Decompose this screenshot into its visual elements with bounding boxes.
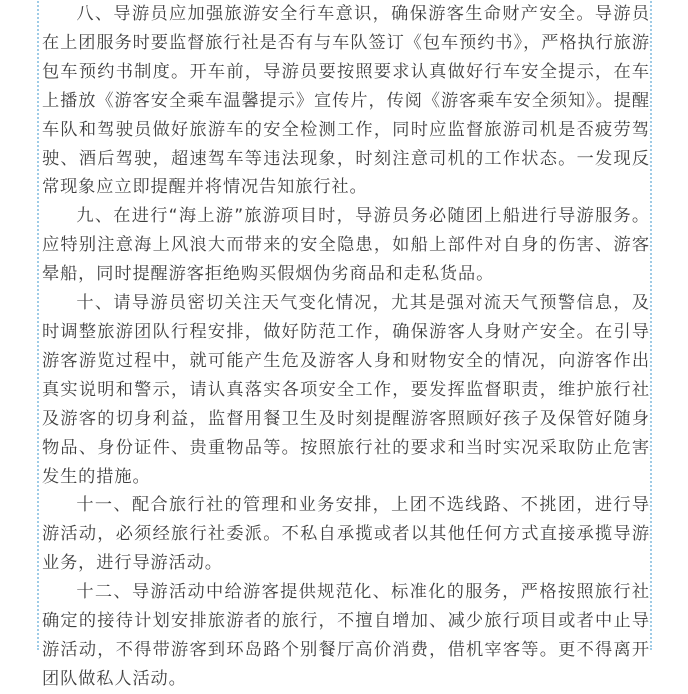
paragraph-11: 十一、配合旅行社的管理和业务安排，上团不选线路、不挑团，进行导游活动，必须经旅行社委派。不私自承揽或者以其他任何方式直接承揽导游业务，进行导游活动。 [42,495,650,574]
article-body [38,0,650,694]
paragraph-12: 十二、导游活动中给游客提供规范化、标准化的服务，严格按照旅行社确定的接待计划安排旅游者的旅行，不擅自增加、减少旅行项目或者中止导游活动，不得带游客到环岛路个别餐厅高价消费，借机宰客等。更不得离开团队做私人活动。 [42,582,650,689]
paragraph-8: 八、导游员应加强旅游安全行车意识，确保游客生命财产安全。导游员在上团服务时要监督旅行社是否有与车队签订《包车预约书》，严格执行旅游包车预约书制度。开车前，导游员要按照要求认真做好行车安全提示，在车上播放《游客安全乘车温馨提示》宣传片，传阅《游客乘车安全须知》。提醒车队和驾驶员做好旅游车的安全检测工作，同时应监督旅游司机是否疲劳驾驶、酒后驾驶，超速驾车等违法现象，时刻注意司机的工作状态。一发现反常现象应立即提醒并将情况告知旅行社。 [42,4,650,198]
dotted-border-right [650,0,652,650]
paragraph-9: 九、在进行“海上游”旅游项目时，导游员务必随团上船进行导游服务。应特别注意海上风浪大而带来的安全隐患，如船上部件对自身的伤害、游客晕船，同时提醒游客拒绝购买假烟伪劣商品和走私货品。 [42,206,650,285]
paragraph-10: 十、请导游员密切关注天气变化情况，尤其是强对流天气预警信息，及时调整旅游团队行程安排，做好防范工作，确保游客人身财产安全。在引导游客游览过程中，就可能产生危及游客人身和财物安全的情况，向游客作出真实说明和警示，请认真落实各项安全工作，要发挥监督职责，维护旅行社及游客的切身利益，监督用餐卫生及时刻提醒游客照顾好孩子及保管好随身物品、身份证件、贵重物品等。按照旅行社的要求和当时实况采取防止危害发生的措施。 [42,293,650,487]
